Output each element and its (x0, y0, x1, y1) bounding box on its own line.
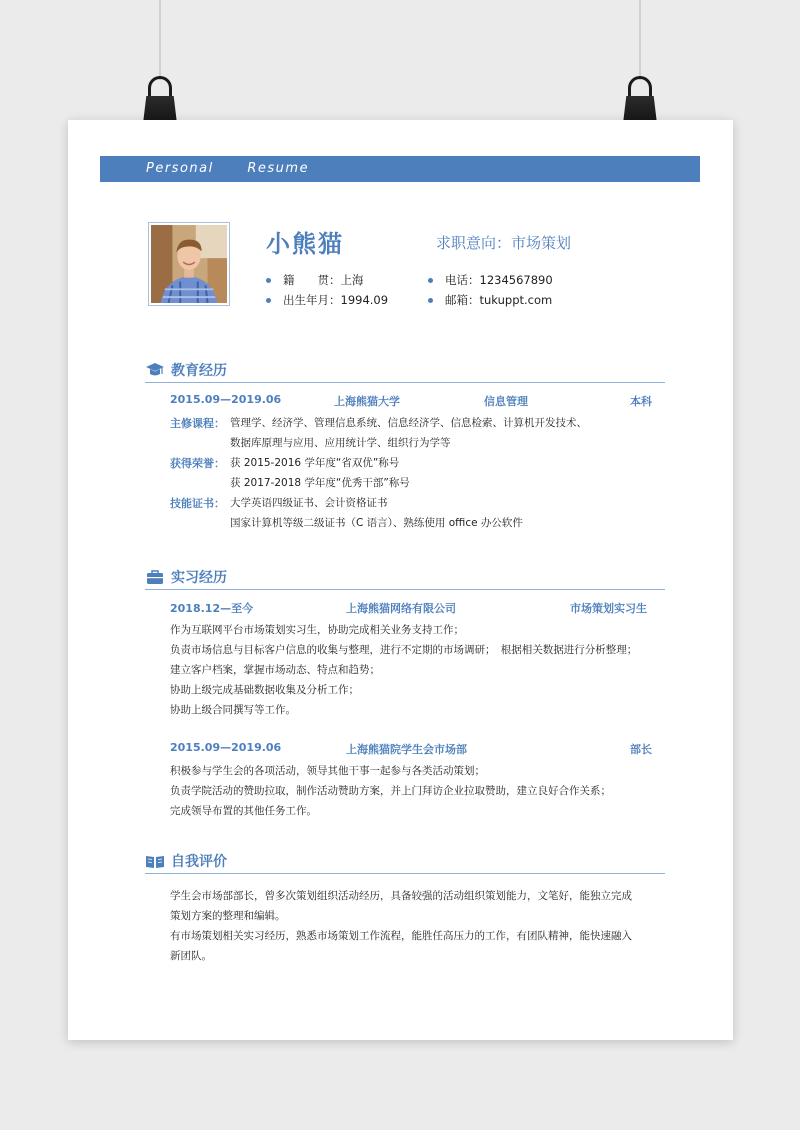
book-icon (145, 852, 165, 870)
self-eval-line-1: 学生会市场部部长，曾多次策划组织活动经历，具备较强的活动组织策划能力，文笔好，能独立完成 (170, 890, 632, 902)
info-email-text: 邮箱：tukuppt.com (445, 293, 553, 307)
courses-line-2: 数据库原理与应用、应用统计学、组织行为学等 (230, 437, 451, 449)
self-eval-line-3: 有市场策划相关实习经历，熟悉市场策划工作流程，能胜任高压力的工作，有团队精神，能快速融入 (170, 930, 632, 942)
self-eval-header (145, 851, 665, 874)
resume-banner (100, 156, 700, 182)
info-email (428, 292, 552, 308)
education-school: 上海熊猫大学 (334, 395, 400, 408)
education-degree: 本科 (630, 395, 652, 408)
internship-header (145, 567, 665, 590)
education-header (145, 360, 665, 383)
job-1-line-2: 负责市场信息与目标客户信息的收集与整理，进行不定期的市场调研； 根据相关数据进行分析整理； (170, 644, 638, 656)
internship-title: 实习经历 (171, 570, 227, 586)
job-2-period: 2015.09—2019.06 (170, 741, 282, 754)
honors-line-2: 获 2017-2018 学年度“优秀干部”称号 (230, 477, 410, 489)
certs-label: 技能证书： (170, 497, 225, 510)
job-2-line-3: 完成领导布置的其他任务工作。 (170, 805, 317, 817)
binder-clip-left (142, 0, 178, 140)
job-1-line-3: 建立客户档案，掌握市场动态、特点和趋势； (170, 664, 380, 676)
info-birth-text: 出生年月：1994.09 (283, 293, 389, 307)
job-1-line-1: 作为互联网平台市场策划实习生，协助完成相关业务支持工作； (170, 624, 464, 636)
certs-line-1: 大学英语四级证书、会计资格证书 (230, 497, 388, 509)
education-major: 信息管理 (484, 395, 528, 408)
bullet-dot (266, 278, 271, 283)
info-phone (428, 272, 553, 288)
honors-label: 获得荣誉： (170, 457, 225, 470)
info-hometown-text: 籍 贯：上海 (283, 273, 364, 287)
info-birth (266, 292, 388, 308)
job-2-company: 上海熊猫院学生会市场部 (346, 743, 467, 756)
banner-word-resume: Resume (247, 161, 310, 176)
self-eval-title: 自我评价 (171, 854, 227, 870)
bullet-dot (428, 298, 433, 303)
self-eval-line-4: 新团队。 (170, 950, 212, 962)
job-1-company: 上海熊猫网络有限公司 (346, 602, 456, 615)
graduation-cap-icon (145, 361, 165, 379)
bullet-dot (428, 278, 433, 283)
info-hometown (266, 272, 364, 288)
self-eval-line-2: 策划方案的整理和编辑。 (170, 910, 286, 922)
job-2-role: 部长 (630, 743, 652, 756)
banner-word-personal: Personal (146, 161, 214, 176)
profile-photo (148, 222, 230, 306)
job-1-line-5: 协助上级合同撰写等工作。 (170, 704, 296, 716)
courses-line-1: 管理学、经济学、管理信息系统、信息经济学、信息检索、计算机开发技术、 (230, 417, 587, 429)
job-1-period: 2018.12—至今 (170, 602, 254, 615)
info-phone-text: 电话：1234567890 (445, 273, 553, 287)
education-period: 2015.09—2019.06 (170, 393, 282, 406)
certs-line-2: 国家计算机等级二级证书（C 语言）、熟练使用 office 办公软件 (230, 517, 523, 529)
binder-clip-right (622, 0, 658, 140)
candidate-name: 小熊猫 (266, 230, 344, 258)
job-intent: 求职意向：市场策划 (436, 234, 572, 252)
honors-line-1: 获 2015-2016 学年度“省双优”称号 (230, 457, 400, 469)
courses-label: 主修课程： (170, 417, 225, 430)
education-title: 教育经历 (171, 363, 227, 379)
bullet-dot (266, 298, 271, 303)
job-1-line-4: 协助上级完成基础数据收集及分析工作； (170, 684, 359, 696)
job-1-role: 市场策划实习生 (570, 602, 647, 615)
profile-photo-image (151, 225, 227, 303)
resume-paper (68, 120, 733, 1040)
job-2-line-2: 负责学院活动的赞助拉取，制作活动赞助方案，并上门拜访企业拉取赞助，建立良好合作关系； (170, 785, 611, 797)
job-2-line-1: 积极参与学生会的各项活动，领导其他干事一起参与各类活动策划； (170, 765, 485, 777)
briefcase-icon (145, 568, 165, 586)
